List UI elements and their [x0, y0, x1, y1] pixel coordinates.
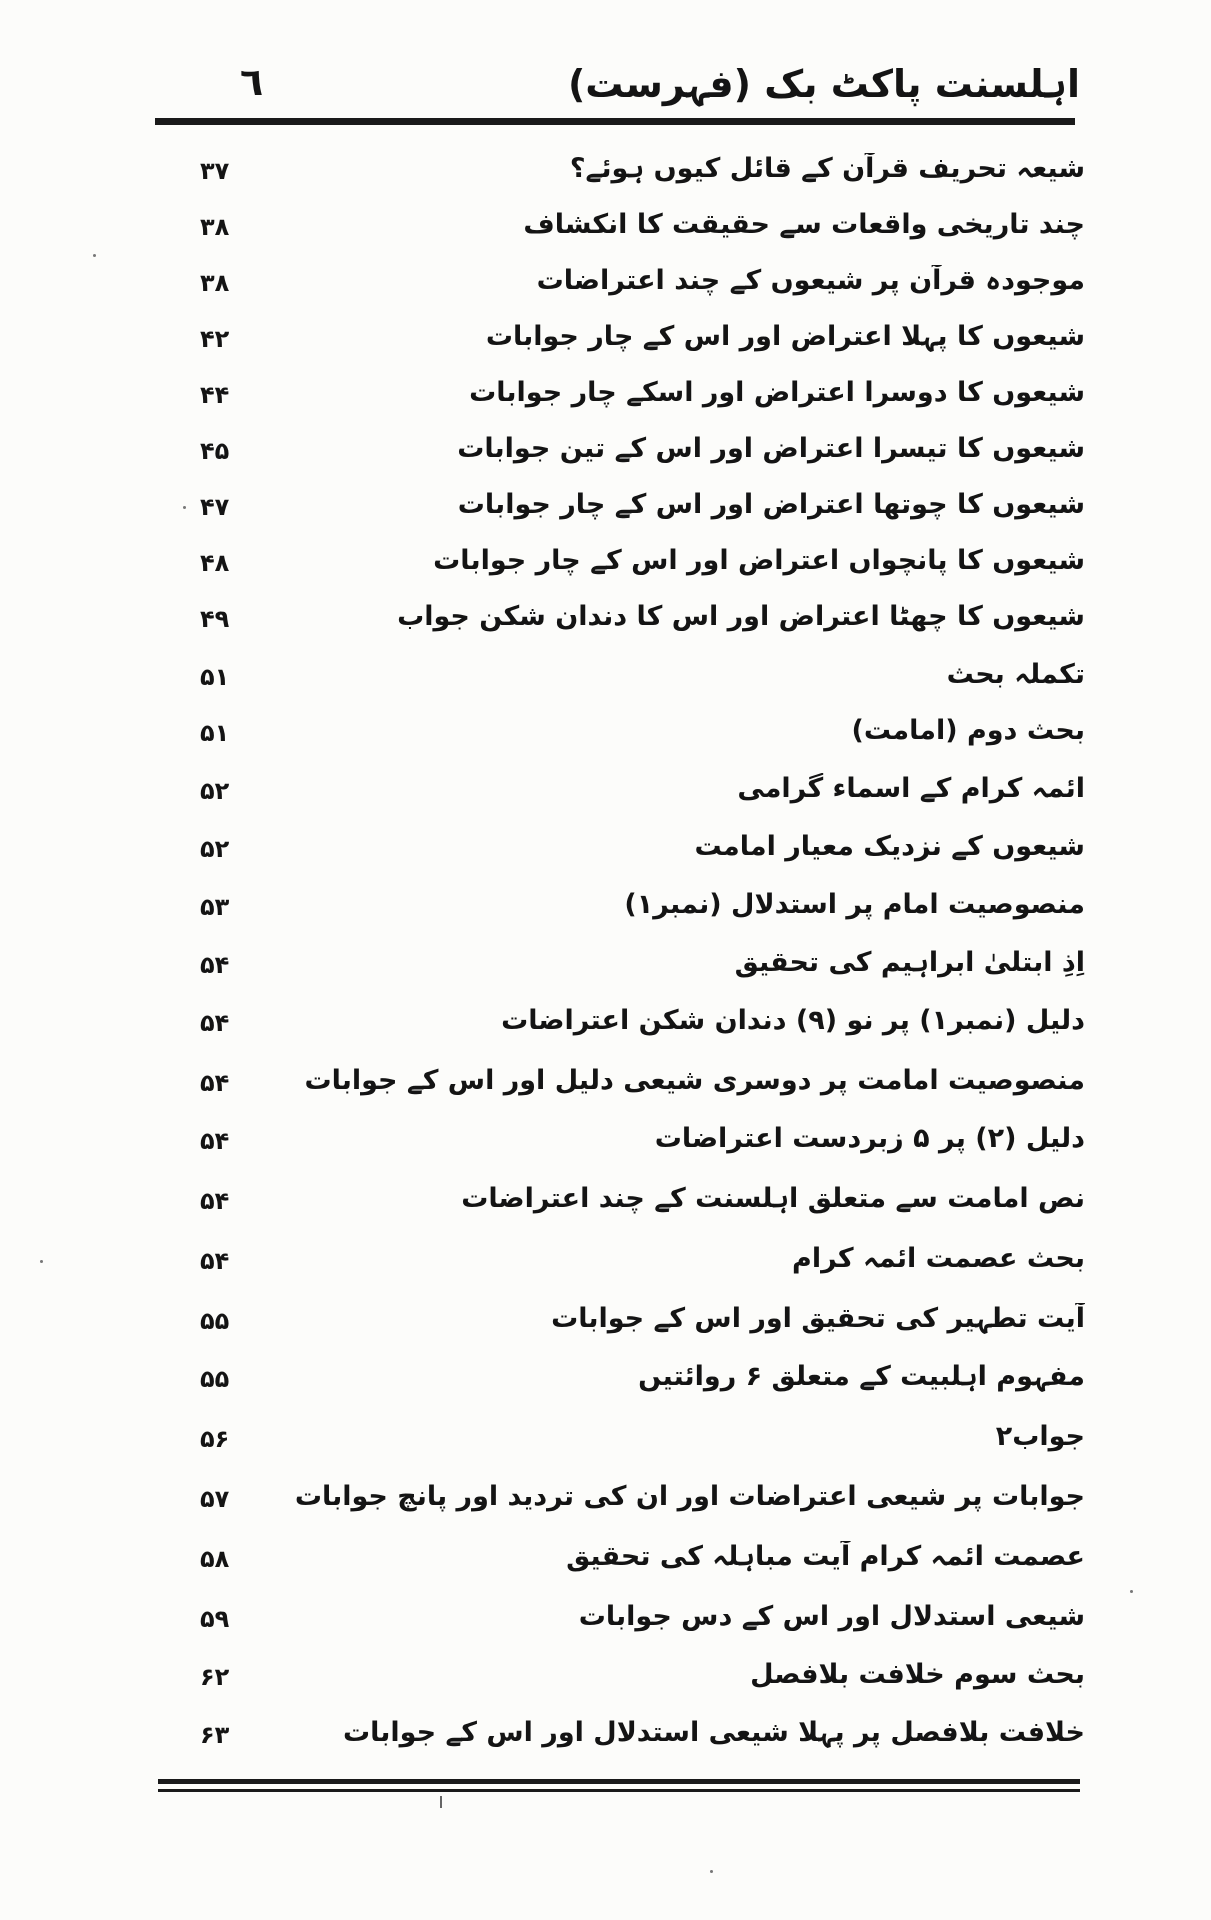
toc-row	[190, 1115, 1085, 1171]
toc-entry-page: ۵۴	[200, 1247, 230, 1275]
toc-entry-page: ۵۴	[200, 951, 230, 979]
toc-entry-page: ۴۸	[200, 549, 230, 577]
toc-row	[190, 881, 1085, 937]
toc-entry-title: شیعہ تحریف قرآن کے قائل کیوں ہوئے؟	[569, 153, 1085, 184]
header-rule	[155, 118, 1075, 125]
toc-row	[190, 537, 1085, 593]
toc-row	[190, 1533, 1085, 1589]
toc-row	[190, 201, 1085, 257]
footer-rule	[158, 1779, 1080, 1784]
scan-speck	[710, 1870, 713, 1873]
toc-entry-page: ۴۲	[200, 325, 230, 353]
toc-entry-page: ۶۳	[200, 1721, 230, 1749]
toc-entry-title: شیعی استدلال اور اس کے دس جوابات	[578, 1601, 1085, 1632]
toc-row	[190, 939, 1085, 995]
toc-entry-page: ۵۴	[200, 1069, 230, 1097]
toc-entry-title: شیعوں کے نزدیک معیار امامت	[694, 831, 1085, 862]
toc-row	[190, 145, 1085, 201]
toc-entry-page: ۴۵	[200, 437, 230, 465]
toc-row	[190, 1057, 1085, 1113]
toc-row	[190, 425, 1085, 481]
toc-entry-title: اِذِ ابتلیٰ ابراہیم کی تحقیق	[734, 947, 1085, 978]
toc-entry-title: عصمت ائمہ کرام آیت مباہلہ کی تحقیق	[566, 1541, 1085, 1572]
toc-entry-page: ۵۴	[200, 1187, 230, 1215]
toc-entry-title: منصوصیت امامت پر دوسری شیعی دلیل اور اس کے جوابات	[304, 1065, 1085, 1096]
toc-entry-page: ۳۸	[200, 269, 230, 297]
toc-entry-page: ۵۸	[200, 1545, 230, 1573]
toc-entry-page: ۵۲	[200, 777, 230, 805]
toc-entry-title: ائمہ کرام کے اسماء گرامی	[737, 773, 1085, 804]
toc-row	[190, 1235, 1085, 1291]
toc-entry-page: ۵۲	[200, 835, 230, 863]
toc-entry-title: دلیل (۲) پر ۵ زبردست اعتراضات	[654, 1123, 1085, 1154]
toc-entry-page: ۳۷	[200, 157, 230, 185]
toc-entry-title: شیعوں کا دوسرا اعتراض اور اسکے چار جوابات	[469, 377, 1085, 408]
toc-entry-page: ۴۴	[200, 381, 230, 409]
toc-entry-page: ۵۶	[200, 1425, 230, 1453]
toc-entry-title: شیعوں کا چوتھا اعتراض اور اس کے چار جوابات	[457, 489, 1085, 520]
toc-row	[190, 257, 1085, 313]
toc-row	[190, 997, 1085, 1053]
toc-row	[190, 1651, 1085, 1707]
table-of-contents	[190, 145, 1085, 1770]
toc-entry-page: ۵۷	[200, 1485, 230, 1513]
toc-entry-title: جوابات پر شیعی اعتراضات اور ان کی تردید اور پانچ جوابات	[294, 1481, 1085, 1512]
toc-entry-page: ۵۴	[200, 1127, 230, 1155]
toc-entry-page: ۴۹	[200, 605, 230, 633]
toc-entry-page: ۵۱	[200, 663, 230, 691]
toc-row	[190, 313, 1085, 369]
toc-row	[190, 481, 1085, 537]
toc-entry-title: چند تاریخی واقعات سے حقیقت کا انکشاف	[523, 209, 1085, 240]
toc-entry-page: ۵۱	[200, 719, 230, 747]
toc-entry-title: خلافت بلافصل پر پہلا شیعی استدلال اور اس کے جوابات	[343, 1717, 1085, 1748]
toc-entry-title: آیت تطہیر کی تحقیق اور اس کے جوابات	[551, 1303, 1085, 1334]
scan-speck	[183, 506, 186, 509]
toc-row	[190, 1413, 1085, 1469]
toc-entry-title: موجودہ قرآن پر شیعوں کے چند اعتراضات	[536, 265, 1085, 296]
footer-rule-thin	[158, 1789, 1080, 1792]
toc-row	[190, 1175, 1085, 1231]
toc-entry-title: بحث سوم خلافت بلافصل	[750, 1659, 1085, 1690]
page-header	[150, 58, 1080, 118]
toc-row	[190, 823, 1085, 879]
toc-entry-title: منصوصیت امام پر استدلال (نمبر۱)	[624, 889, 1085, 920]
toc-row	[190, 651, 1085, 707]
toc-entry-page: ۵۳	[200, 893, 230, 921]
toc-entry-page: ۶۲	[200, 1663, 230, 1691]
toc-row	[190, 1709, 1085, 1765]
toc-entry-title: شیعوں کا چھٹا اعتراض اور اس کا دندان شکن جواب	[397, 601, 1085, 632]
toc-entry-page: ۵۵	[200, 1365, 230, 1393]
toc-row	[190, 593, 1085, 649]
toc-entry-page: ۵۵	[200, 1307, 230, 1335]
page-number: ٦	[240, 60, 264, 104]
toc-entry-page: ۵۴	[200, 1009, 230, 1037]
toc-entry-title: تکملہ بحث	[946, 659, 1085, 690]
toc-entry-title: مفہوم اہلبیت کے متعلق ۶ روائتیں	[638, 1361, 1085, 1392]
toc-row	[190, 765, 1085, 821]
book-title: اہلسنت پاکٹ بک (فہرست)	[567, 62, 1080, 106]
toc-row	[190, 1353, 1085, 1409]
toc-entry-page: ۳۸	[200, 213, 230, 241]
toc-row	[190, 707, 1085, 763]
toc-entry-title: شیعوں کا تیسرا اعتراض اور اس کے تین جوابات	[457, 433, 1085, 464]
scan-speck	[40, 1260, 43, 1263]
toc-row	[190, 1473, 1085, 1529]
toc-entry-title: شیعوں کا پانچواں اعتراض اور اس کے چار جوابات	[433, 545, 1085, 576]
toc-entry-title: شیعوں کا پہلا اعتراض اور اس کے چار جوابات	[485, 321, 1085, 352]
print-mark	[440, 1796, 442, 1808]
toc-row	[190, 369, 1085, 425]
toc-entry-page: ۵۹	[200, 1605, 230, 1633]
toc-row	[190, 1593, 1085, 1649]
toc-entry-page: ۴۷	[200, 493, 230, 521]
scan-speck	[93, 254, 96, 257]
toc-entry-title: دلیل (نمبر۱) پر نو (۹) دندان شکن اعتراضات	[501, 1005, 1085, 1036]
toc-entry-title: نصِ امامت سے متعلق اہلسنت کے چند اعتراضات	[461, 1183, 1085, 1214]
toc-entry-title: جواب۲	[995, 1421, 1085, 1452]
toc-entry-title: بحث عصمت ائمہ کرام	[792, 1243, 1085, 1274]
toc-row	[190, 1295, 1085, 1351]
toc-entry-title: بحث دوم (امامت)	[851, 715, 1085, 746]
scan-speck	[1130, 1590, 1133, 1593]
